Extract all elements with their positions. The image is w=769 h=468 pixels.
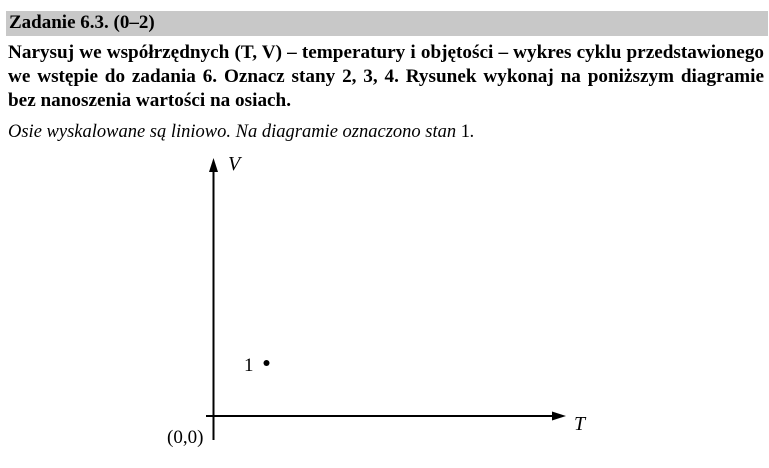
state-1-label: 1 [244, 355, 254, 376]
note-text: Osie wyskalowane są liniowo. Na diagramie oznaczono stan [8, 122, 461, 142]
instruction-line-2: przedstawionego we wstępie do zadania 6. Oznacz stany 2, 3, 4. Rysunek wykonaj na [8, 42, 765, 87]
state-1-point [264, 360, 270, 366]
task-title: Zadanie 6.3. (0–2) [9, 12, 155, 33]
origin-label: (0,0) [167, 427, 204, 448]
instruction-line-1: Narysuj we współrzędnych (T, V) – temperatury i objętości – wykres cyklu [8, 42, 622, 63]
x-axis-arrowhead [552, 412, 566, 421]
x-axis-label: T [574, 413, 586, 435]
note-state-number: 1 [460, 122, 470, 142]
y-axis-label: V [228, 153, 241, 175]
note-end: . [470, 122, 475, 142]
instruction-line-3: poniższym diagramie bez nanoszenia wartości na osiach. [8, 66, 764, 111]
y-axis-arrowhead [209, 158, 218, 172]
